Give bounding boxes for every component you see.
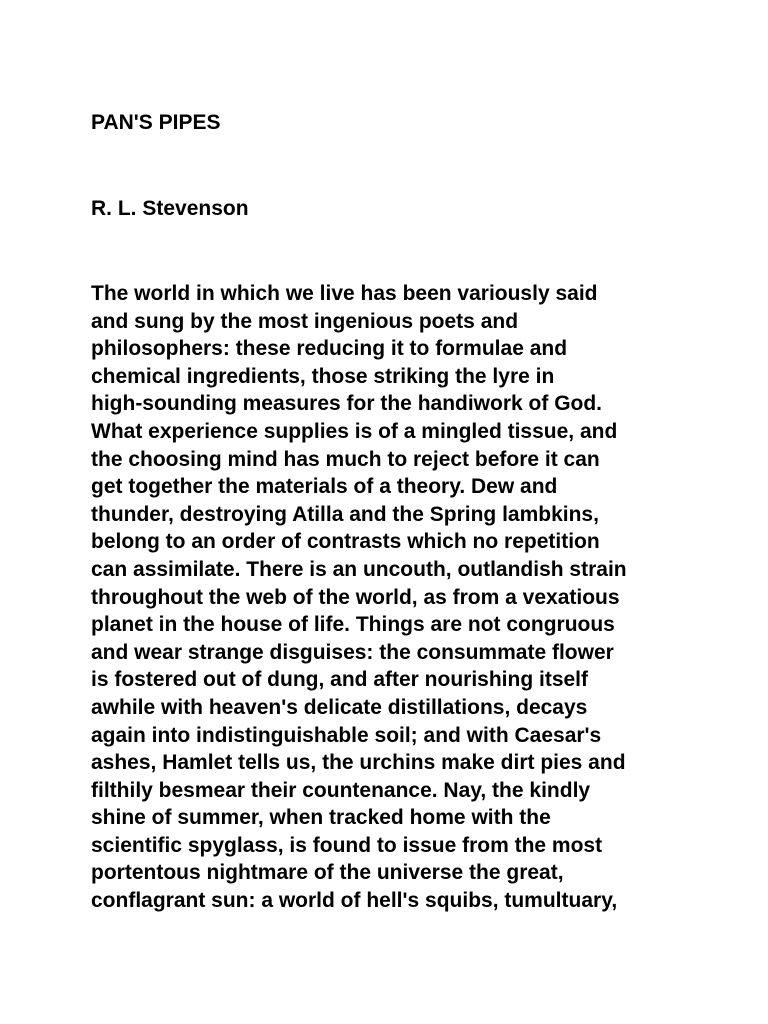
body-line: throughout the web of the world, as from a vexatious xyxy=(91,585,620,609)
body-line: again into indistinguishable soil; and with Caesar's xyxy=(91,723,602,747)
body-line: conflagrant sun: a world of hell's squibs, tumultuary, xyxy=(91,889,618,913)
body-line: can assimilate. There is an uncouth, outlandish strain xyxy=(91,557,627,581)
body-line: high-sounding measures for the handiwork of God. xyxy=(91,392,603,416)
body-line: is fostered out of dung, and after nourishing itself xyxy=(91,668,589,692)
body-line: shine of summer, when tracked home with the xyxy=(91,806,551,830)
body-line: ashes, Hamlet tells us, the urchins make dirt pies and xyxy=(91,751,626,775)
body-line: chemical ingredients, those striking the lyre in xyxy=(91,364,555,388)
body-line: The world in which we live has been variously said xyxy=(91,282,598,305)
body-line: awhile with heaven's delicate distillations, decays xyxy=(91,695,588,719)
document-title: PAN'S PIPES xyxy=(91,111,221,134)
body-line: and sung by the most ingenious poets and xyxy=(91,309,519,333)
body-line: philosophers: these reducing it to formulae and xyxy=(91,337,568,361)
body-line: the choosing mind has much to reject before it can xyxy=(91,447,600,471)
document-body xyxy=(91,280,731,915)
body-line: portentous nightmare of the universe the great, xyxy=(91,861,564,885)
body-line: planet in the house of life. Things are not congruous xyxy=(91,613,615,637)
body-line: get together the materials of a theory. Dew and xyxy=(91,475,558,499)
body-line: filthily besmear their countenance. Nay, the kindly xyxy=(91,778,591,802)
body-line: and wear strange disguises: the consummate flower xyxy=(91,640,614,664)
body-line: What experience supplies is of a mingled tissue, and xyxy=(91,419,618,443)
document-author: R. L. Stevenson xyxy=(91,197,249,220)
body-line: belong to an order of contrasts which no repetition xyxy=(91,530,600,554)
body-line: scientific spyglass, is found to issue from the most xyxy=(91,833,603,857)
body-line: thunder, destroying Atilla and the Spring lambkins, xyxy=(91,502,599,526)
